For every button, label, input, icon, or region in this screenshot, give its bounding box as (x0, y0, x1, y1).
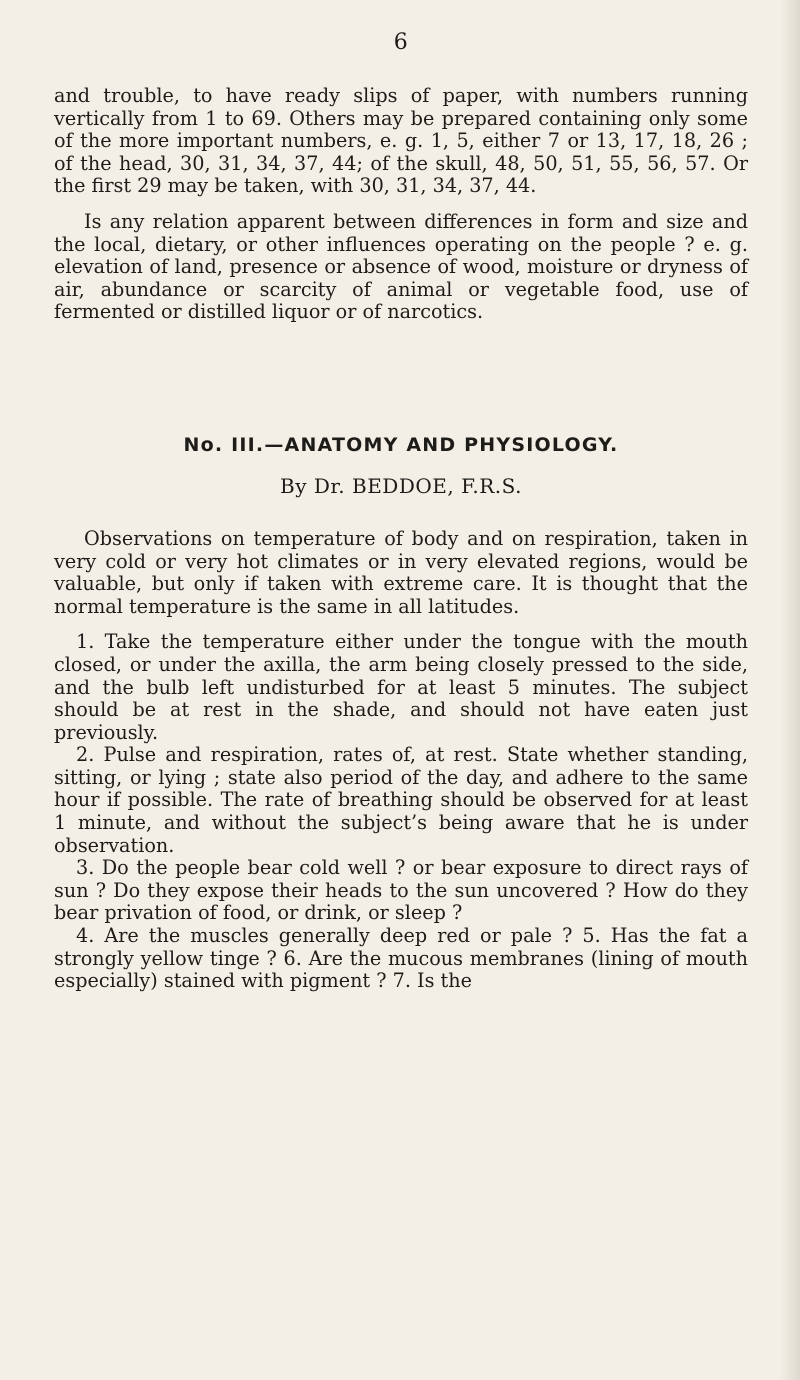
list-item: 3. Do the people bear cold well ? or bear exposure to direct rays of sun ? Do they expose their heads to the sun uncovered ? How do they bear privation of food, or drink, or sleep ? (54, 856, 748, 925)
list-item: 4. Are the muscles generally deep red or pale ? 5. Has the fat a strongly yellow tinge ? 6. Are the mucous membranes (lining of mouth especially) stained with pigment ? 7. Is the (54, 924, 748, 993)
section-intro: Observations on temperature of body and on respiration, taken in very cold or very hot climates or in very elevated regions, would be valuable, but only if taken with extreme care. It is thought that the normal temperature is the same in all latitudes. (54, 526, 748, 618)
page-number: 6 (393, 30, 409, 55)
document-page (54, 30, 748, 993)
section-byline: By Dr. BEDDOE, F.R.S. (280, 473, 522, 498)
paragraph-relation-question: Is any relation apparent between differences in form and size and the local, dietary, or other influences operating on the people ? e. g. elevation of land, presence or absence of wood, moisture or dryness of air, abundance or scarcity of animal or vegetable food, use of fermented or distilled liquor or of narcotics. (54, 209, 748, 324)
section-title: No. III.—ANATOMY AND PHYSIOLOGY. (183, 433, 619, 456)
page-edge-shadow (780, 0, 800, 1380)
list-item: 2. Pulse and respiration, rates of, at rest. State whether standing, sitting, or lying ; state also period of the day, and adhere to the same hour if possible. The rate of breathing should be observed for at least 1 minute, and without the subject’s being aware that he is under observation. (54, 743, 748, 857)
paragraph-numbers-list: and trouble, to have ready slips of paper, with numbers running vertically from 1 to 69. Others may be prepared containing only some of the more important numbers, e. g. 1, 5, either 7 or 13, 17, 18, 26 ; of the head, 30, 31, 34, 37, 44; of the skull, 48, 50, 51, 55, 56, 57. Or the first 29 may be taken, with 30, 31, 34, 37, 44. (54, 84, 748, 198)
list-item: 1. Take the temperature either under the tongue with the mouth closed, or under the axilla, the arm being closely pressed to the side, and the bulb left undisturbed for at least 5 minutes. The subject should be at rest in the shade, and should not have eaten just previously. (54, 630, 748, 744)
